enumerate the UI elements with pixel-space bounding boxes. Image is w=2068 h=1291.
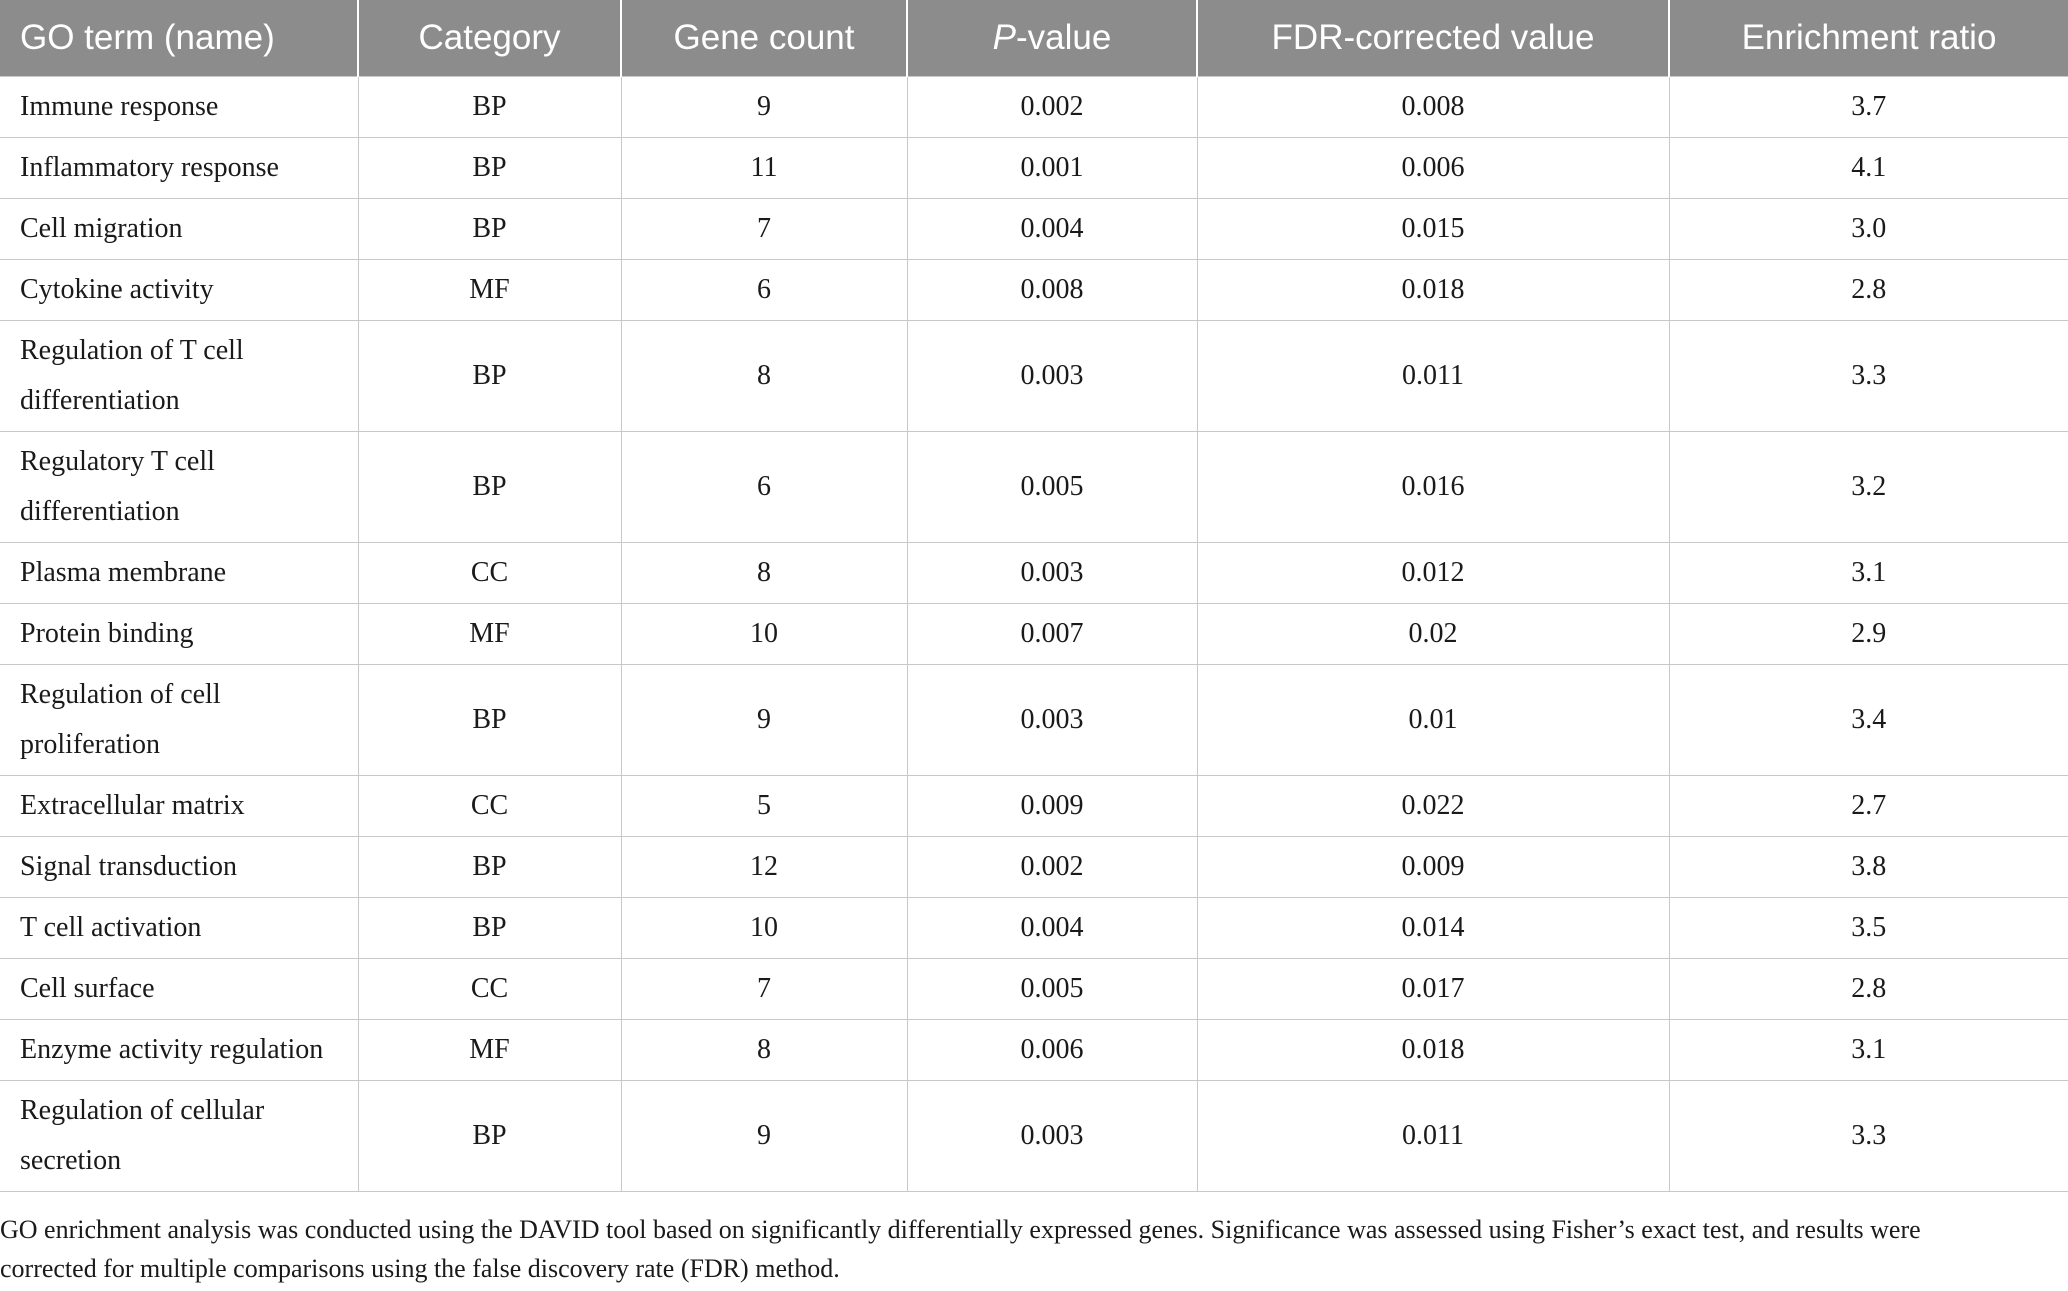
go-term-line: differentiation bbox=[20, 384, 180, 416]
cell-go-term: Protein binding bbox=[0, 603, 358, 664]
cell-category: BP bbox=[358, 320, 621, 431]
cell-fdr: 0.011 bbox=[1197, 320, 1669, 431]
cell-enrichment-ratio: 2.8 bbox=[1669, 958, 2068, 1019]
cell-go-term: Signal transduction bbox=[0, 836, 358, 897]
cell-enrichment-ratio: 4.1 bbox=[1669, 137, 2068, 198]
cell-gene-count: 6 bbox=[621, 259, 907, 320]
cell-fdr: 0.011 bbox=[1197, 1080, 1669, 1191]
cell-fdr: 0.018 bbox=[1197, 1019, 1669, 1080]
cell-p-value: 0.003 bbox=[907, 664, 1197, 775]
header-category: Category bbox=[358, 0, 621, 76]
cell-fdr: 0.015 bbox=[1197, 198, 1669, 259]
go-term-line: proliferation bbox=[20, 728, 160, 760]
cell-fdr: 0.01 bbox=[1197, 664, 1669, 775]
cell-p-value: 0.003 bbox=[907, 542, 1197, 603]
cell-category: BP bbox=[358, 431, 621, 542]
table-row bbox=[0, 542, 2068, 603]
cell-gene-count: 6 bbox=[621, 431, 907, 542]
cell-fdr: 0.006 bbox=[1197, 137, 1669, 198]
cell-gene-count: 7 bbox=[621, 958, 907, 1019]
cell-category: MF bbox=[358, 259, 621, 320]
table-header-row bbox=[0, 0, 2068, 76]
cell-gene-count: 10 bbox=[621, 897, 907, 958]
table-row bbox=[0, 664, 2068, 775]
cell-gene-count: 9 bbox=[621, 664, 907, 775]
cell-fdr: 0.016 bbox=[1197, 431, 1669, 542]
cell-p-value: 0.005 bbox=[907, 958, 1197, 1019]
table-row bbox=[0, 137, 2068, 198]
cell-go-term: Extracellular matrix bbox=[0, 775, 358, 836]
cell-gene-count: 8 bbox=[621, 320, 907, 431]
cell-enrichment-ratio: 3.8 bbox=[1669, 836, 2068, 897]
cell-go-term bbox=[0, 664, 358, 775]
table-row bbox=[0, 958, 2068, 1019]
cell-go-term: Immune response bbox=[0, 76, 358, 137]
cell-p-value: 0.004 bbox=[907, 198, 1197, 259]
cell-fdr: 0.02 bbox=[1197, 603, 1669, 664]
table-row bbox=[0, 1019, 2068, 1080]
cell-p-value: 0.004 bbox=[907, 897, 1197, 958]
cell-fdr: 0.008 bbox=[1197, 76, 1669, 137]
cell-gene-count: 8 bbox=[621, 1019, 907, 1080]
cell-fdr: 0.012 bbox=[1197, 542, 1669, 603]
cell-category: MF bbox=[358, 1019, 621, 1080]
cell-category: MF bbox=[358, 603, 621, 664]
table-row bbox=[0, 320, 2068, 431]
cell-enrichment-ratio: 3.3 bbox=[1669, 1080, 2068, 1191]
cell-gene-count: 9 bbox=[621, 1080, 907, 1191]
cell-gene-count: 8 bbox=[621, 542, 907, 603]
cell-p-value: 0.005 bbox=[907, 431, 1197, 542]
cell-fdr: 0.017 bbox=[1197, 958, 1669, 1019]
cell-gene-count: 10 bbox=[621, 603, 907, 664]
cell-category: BP bbox=[358, 836, 621, 897]
cell-p-value: 0.002 bbox=[907, 836, 1197, 897]
table-row bbox=[0, 259, 2068, 320]
cell-p-value: 0.003 bbox=[907, 320, 1197, 431]
cell-enrichment-ratio: 3.7 bbox=[1669, 76, 2068, 137]
cell-gene-count: 7 bbox=[621, 198, 907, 259]
table-row bbox=[0, 775, 2068, 836]
header-fdr: FDR-corrected value bbox=[1197, 0, 1669, 76]
cell-enrichment-ratio: 3.3 bbox=[1669, 320, 2068, 431]
go-term-line: secretion bbox=[20, 1144, 122, 1176]
cell-fdr: 0.018 bbox=[1197, 259, 1669, 320]
cell-category: BP bbox=[358, 1080, 621, 1191]
cell-p-value: 0.006 bbox=[907, 1019, 1197, 1080]
cell-go-term bbox=[0, 431, 358, 542]
header-p-value bbox=[907, 0, 1197, 76]
cell-category: CC bbox=[358, 542, 621, 603]
go-term-line: Regulation of T cell bbox=[20, 334, 244, 366]
cell-gene-count: 11 bbox=[621, 137, 907, 198]
cell-p-value: 0.008 bbox=[907, 259, 1197, 320]
table-row bbox=[0, 198, 2068, 259]
cell-gene-count: 5 bbox=[621, 775, 907, 836]
cell-p-value: 0.007 bbox=[907, 603, 1197, 664]
cell-enrichment-ratio: 2.8 bbox=[1669, 259, 2068, 320]
cell-category: BP bbox=[358, 137, 621, 198]
go-term-line: differentiation bbox=[20, 495, 180, 527]
cell-gene-count: 12 bbox=[621, 836, 907, 897]
cell-category: CC bbox=[358, 775, 621, 836]
footnote-line: corrected for multiple comparisons using the false discovery rate (FDR) method. bbox=[0, 1254, 840, 1283]
cell-category: CC bbox=[358, 958, 621, 1019]
table-row bbox=[0, 1080, 2068, 1191]
table-row bbox=[0, 431, 2068, 542]
cell-enrichment-ratio: 3.2 bbox=[1669, 431, 2068, 542]
cell-fdr: 0.014 bbox=[1197, 897, 1669, 958]
table-row bbox=[0, 897, 2068, 958]
table-footnote bbox=[0, 1210, 2040, 1288]
cell-enrichment-ratio: 3.4 bbox=[1669, 664, 2068, 775]
header-go-term: GO term (name) bbox=[20, 17, 275, 57]
table-row bbox=[0, 603, 2068, 664]
cell-go-term bbox=[0, 1080, 358, 1191]
cell-go-term: Cell surface bbox=[0, 958, 358, 1019]
footnote-line: GO enrichment analysis was conducted using the DAVID tool based on significantly differentially expressed genes. Significance was assessed using Fisher’s exact test, and results were bbox=[0, 1215, 1921, 1244]
go-term-line: Regulation of cellular bbox=[20, 1094, 265, 1126]
cell-go-term: Cytokine activity bbox=[0, 259, 358, 320]
cell-enrichment-ratio: 3.1 bbox=[1669, 542, 2068, 603]
go-term-line: Regulation of cell bbox=[20, 678, 221, 710]
cell-category: BP bbox=[358, 897, 621, 958]
cell-go-term: T cell activation bbox=[0, 897, 358, 958]
cell-fdr: 0.022 bbox=[1197, 775, 1669, 836]
cell-gene-count: 9 bbox=[621, 76, 907, 137]
table-row bbox=[0, 836, 2068, 897]
cell-category: BP bbox=[358, 664, 621, 775]
header-gene-count: Gene count bbox=[621, 0, 907, 76]
cell-enrichment-ratio: 3.5 bbox=[1669, 897, 2068, 958]
header-enrichment-ratio: Enrichment ratio bbox=[1669, 0, 2068, 76]
table-row bbox=[0, 76, 2068, 137]
cell-category: BP bbox=[358, 76, 621, 137]
go-term-line: Regulatory T cell bbox=[20, 445, 215, 477]
header-p-value-rest: -value bbox=[1016, 17, 1112, 57]
cell-p-value: 0.009 bbox=[907, 775, 1197, 836]
cell-go-term: Plasma membrane bbox=[0, 542, 358, 603]
cell-p-value: 0.001 bbox=[907, 137, 1197, 198]
cell-p-value: 0.003 bbox=[907, 1080, 1197, 1191]
cell-fdr: 0.009 bbox=[1197, 836, 1669, 897]
header-p-value-italic: P bbox=[992, 17, 1017, 57]
cell-enrichment-ratio: 3.0 bbox=[1669, 198, 2068, 259]
cell-p-value: 0.002 bbox=[907, 76, 1197, 137]
cell-enrichment-ratio: 2.9 bbox=[1669, 603, 2068, 664]
cell-category: BP bbox=[358, 198, 621, 259]
cell-go-term: Enzyme activity regulation bbox=[0, 1019, 358, 1080]
cell-go-term: Inflammatory response bbox=[0, 137, 358, 198]
cell-enrichment-ratio: 3.1 bbox=[1669, 1019, 2068, 1080]
cell-enrichment-ratio: 2.7 bbox=[1669, 775, 2068, 836]
cell-go-term: Cell migration bbox=[0, 198, 358, 259]
cell-go-term bbox=[0, 320, 358, 431]
